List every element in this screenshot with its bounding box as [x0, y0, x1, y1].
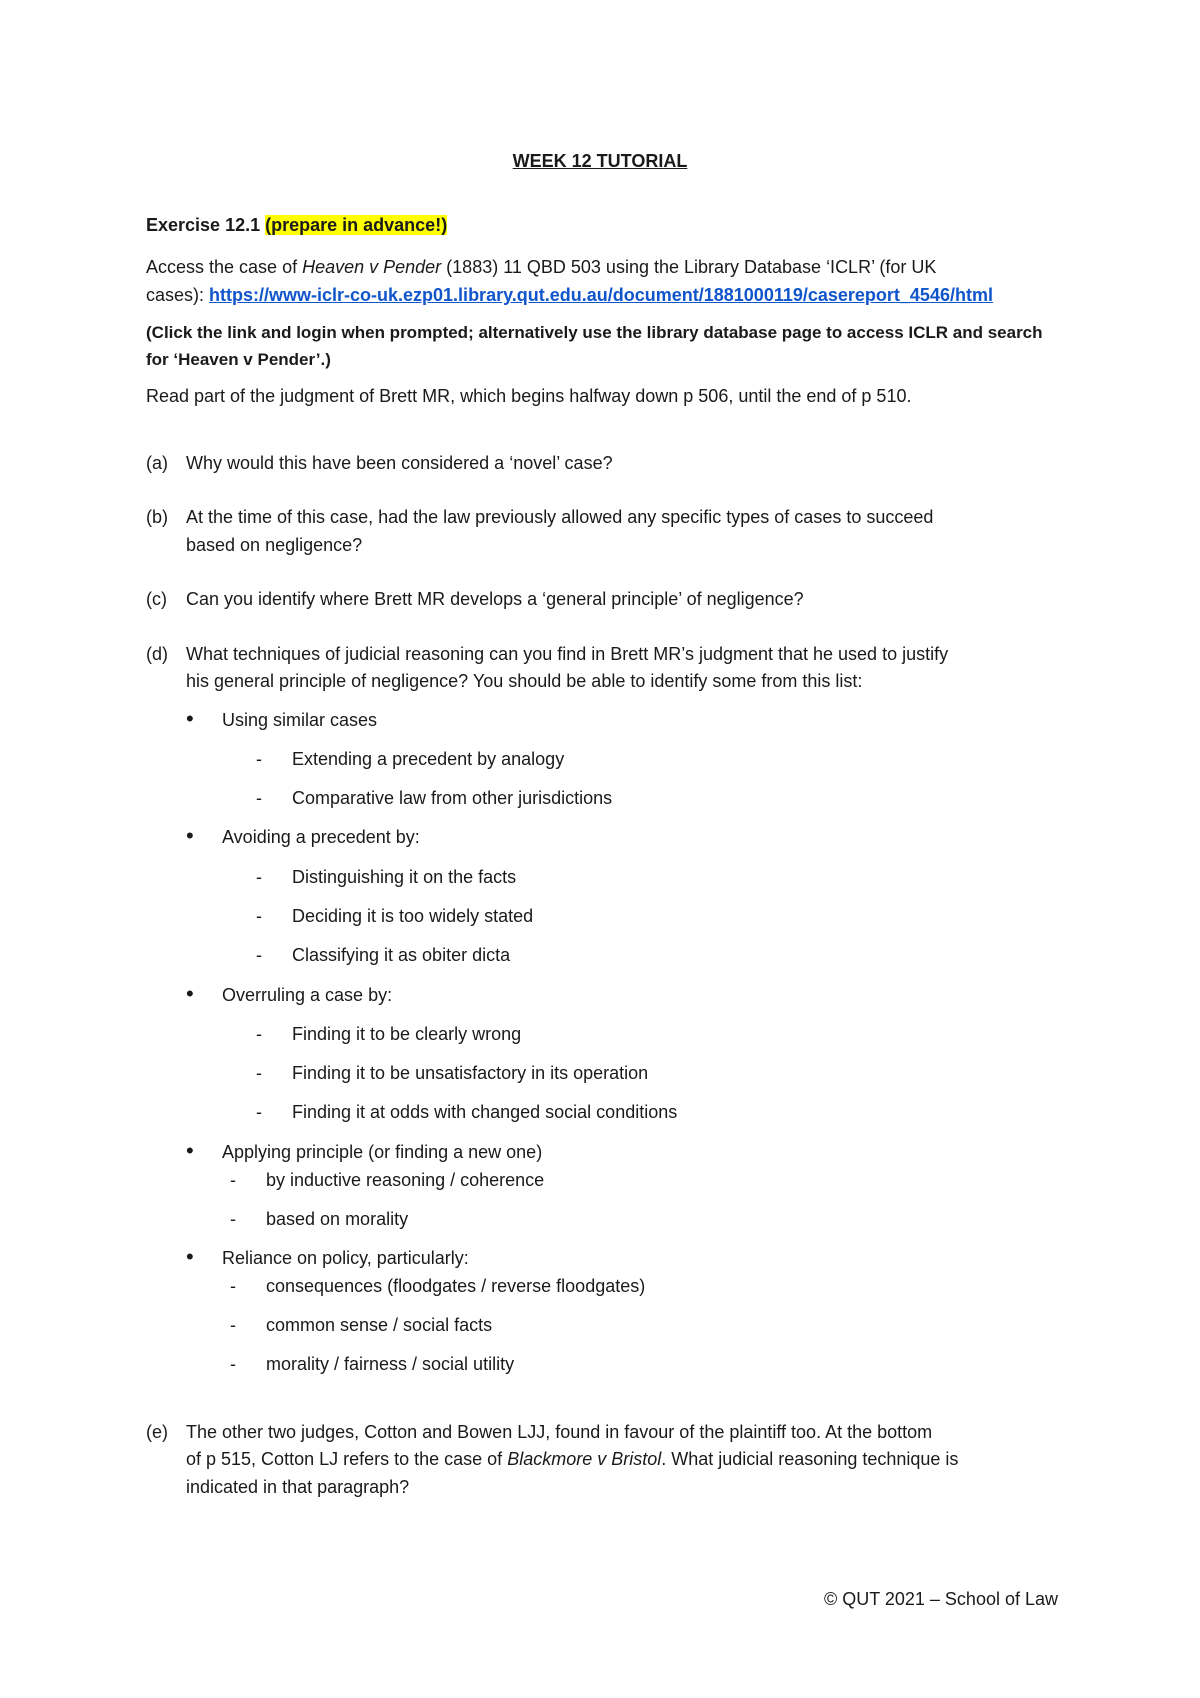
question-b-line-2: based on negligence?: [186, 535, 363, 555]
bullet-icon: •: [186, 1138, 194, 1163]
access-line-2: [146, 284, 993, 307]
dash-icon: -: [230, 1276, 236, 1296]
list-bullet: [186, 706, 378, 732]
dash-icon: -: [230, 1209, 236, 1229]
dash-icon: -: [256, 945, 262, 965]
question-d-line-2: his general principle of negligence? You should be able to identify some from this list:: [186, 671, 863, 691]
question-b: [146, 506, 933, 529]
subitem-text: morality / fairness / social utility: [266, 1354, 515, 1374]
list-subitem: [230, 1314, 492, 1337]
subitem-text: Classifying it as obiter dicta: [292, 945, 511, 965]
subitem-text: Distinguishing it on the facts: [292, 867, 517, 887]
question-c: [146, 588, 804, 611]
subitem-text: by inductive reasoning / coherence: [266, 1170, 545, 1190]
list-subitem: [230, 1208, 408, 1231]
bullet-text: Overruling a case by:: [222, 985, 393, 1005]
page-title: WEEK 12 TUTORIAL: [512, 151, 688, 171]
subitem-text: Finding it to be clearly wrong: [292, 1024, 522, 1044]
dash-icon: -: [230, 1354, 236, 1374]
note-line-1: (Click the link and login when prompted; alternatively use the library database page to access ICLR and search: [146, 323, 1043, 342]
list-bullet: [186, 981, 393, 1007]
exercise-heading: [146, 214, 447, 237]
bullet-text: Applying principle (or finding a new one): [222, 1142, 543, 1162]
bullet-icon: •: [186, 823, 194, 848]
list-subitem: [230, 1353, 514, 1376]
list-bullet: [186, 1138, 543, 1164]
question-label: (b): [146, 507, 168, 527]
iclr-link[interactable]: https://www-iclr-co-uk.ezp01.library.qut.edu.au/document/1881000119/casereport_4546/html: [209, 285, 993, 305]
access-text-3: cases):: [146, 285, 210, 305]
subitem-text: based on morality: [266, 1209, 409, 1229]
question-e-line-3: indicated in that paragraph?: [186, 1477, 410, 1497]
list-bullet: [186, 823, 420, 849]
list-subitem: [256, 748, 564, 771]
subitem-text: common sense / social facts: [266, 1315, 493, 1335]
page-footer: © QUT 2021 – School of Law: [823, 1589, 1058, 1609]
list-subitem: [256, 787, 612, 810]
case-name: Heaven v Pender: [302, 257, 442, 277]
subitem-text: Finding it at odds with changed social conditions: [292, 1102, 678, 1122]
subitem-text: consequences (floodgates / reverse floodgates): [266, 1276, 646, 1296]
dash-icon: -: [256, 906, 262, 926]
question-text: . What judicial reasoning technique is: [661, 1449, 959, 1469]
dash-icon: -: [256, 1063, 262, 1083]
question-e: [146, 1421, 932, 1444]
bullet-icon: •: [186, 1244, 194, 1269]
exercise-label: Exercise 12.1: [146, 215, 261, 235]
question-label: (c): [146, 589, 167, 609]
access-text: Access the case of: [146, 257, 303, 277]
dash-icon: -: [256, 1102, 262, 1122]
dash-icon: -: [256, 788, 262, 808]
dash-icon: -: [230, 1315, 236, 1335]
question-text: of p 515, Cotton LJ refers to the case of: [186, 1449, 508, 1469]
exercise-highlight: (prepare in advance!): [265, 215, 448, 235]
question-text: Can you identify where Brett MR develops a ‘general principle’ of negligence?: [186, 589, 804, 609]
subitem-text: Finding it to be unsatisfactory in its operation: [292, 1063, 649, 1083]
bullet-icon: •: [186, 706, 194, 731]
list-subitem: [256, 866, 516, 889]
question-text: What techniques of judicial reasoning can you find in Brett MR’s judgment that he used to justify: [186, 644, 949, 664]
subitem-text: Deciding it is too widely stated: [292, 906, 534, 926]
list-subitem: [256, 944, 510, 967]
note-line-2: for ‘Heaven v Pender’.): [146, 350, 331, 369]
case-name: Blackmore v Bristol: [507, 1449, 662, 1469]
list-subitem: [256, 1023, 521, 1046]
dash-icon: -: [256, 749, 262, 769]
list-subitem: [256, 1062, 648, 1085]
question-d: [146, 643, 948, 666]
access-text-2: (1883) 11 QBD 503 using the Library Database ‘ICLR’ (for UK: [441, 257, 937, 277]
subitem-text: Comparative law from other jurisdictions: [292, 788, 613, 808]
dash-icon: -: [230, 1170, 236, 1190]
question-text: The other two judges, Cotton and Bowen LJJ, found in favour of the plaintiff too. At the bottom: [186, 1422, 933, 1442]
question-text: At the time of this case, had the law previously allowed any specific types of cases to succeed: [186, 507, 934, 527]
list-subitem: [256, 1101, 677, 1124]
list-subitem: [256, 905, 533, 928]
dash-icon: -: [256, 1024, 262, 1044]
question-text: Why would this have been considered a ‘novel’ case?: [186, 453, 613, 473]
subitem-text: Extending a precedent by analogy: [292, 749, 565, 769]
question-a: [146, 452, 613, 475]
bullet-icon: •: [186, 981, 194, 1006]
bullet-text: Using similar cases: [222, 710, 378, 730]
question-label: (d): [146, 644, 168, 664]
access-line-1: [146, 256, 936, 279]
read-instruction: Read part of the judgment of Brett MR, which begins halfway down p 506, until the end of p 510.: [146, 386, 912, 406]
question-label: (e): [146, 1422, 168, 1442]
question-label: (a): [146, 453, 168, 473]
list-bullet: [186, 1244, 469, 1270]
question-e-line-2: [186, 1448, 958, 1471]
list-subitem: [230, 1275, 645, 1298]
list-subitem: [230, 1169, 544, 1192]
dash-icon: -: [256, 867, 262, 887]
bullet-text: Avoiding a precedent by:: [222, 827, 420, 847]
bullet-text: Reliance on policy, particularly:: [222, 1248, 469, 1268]
